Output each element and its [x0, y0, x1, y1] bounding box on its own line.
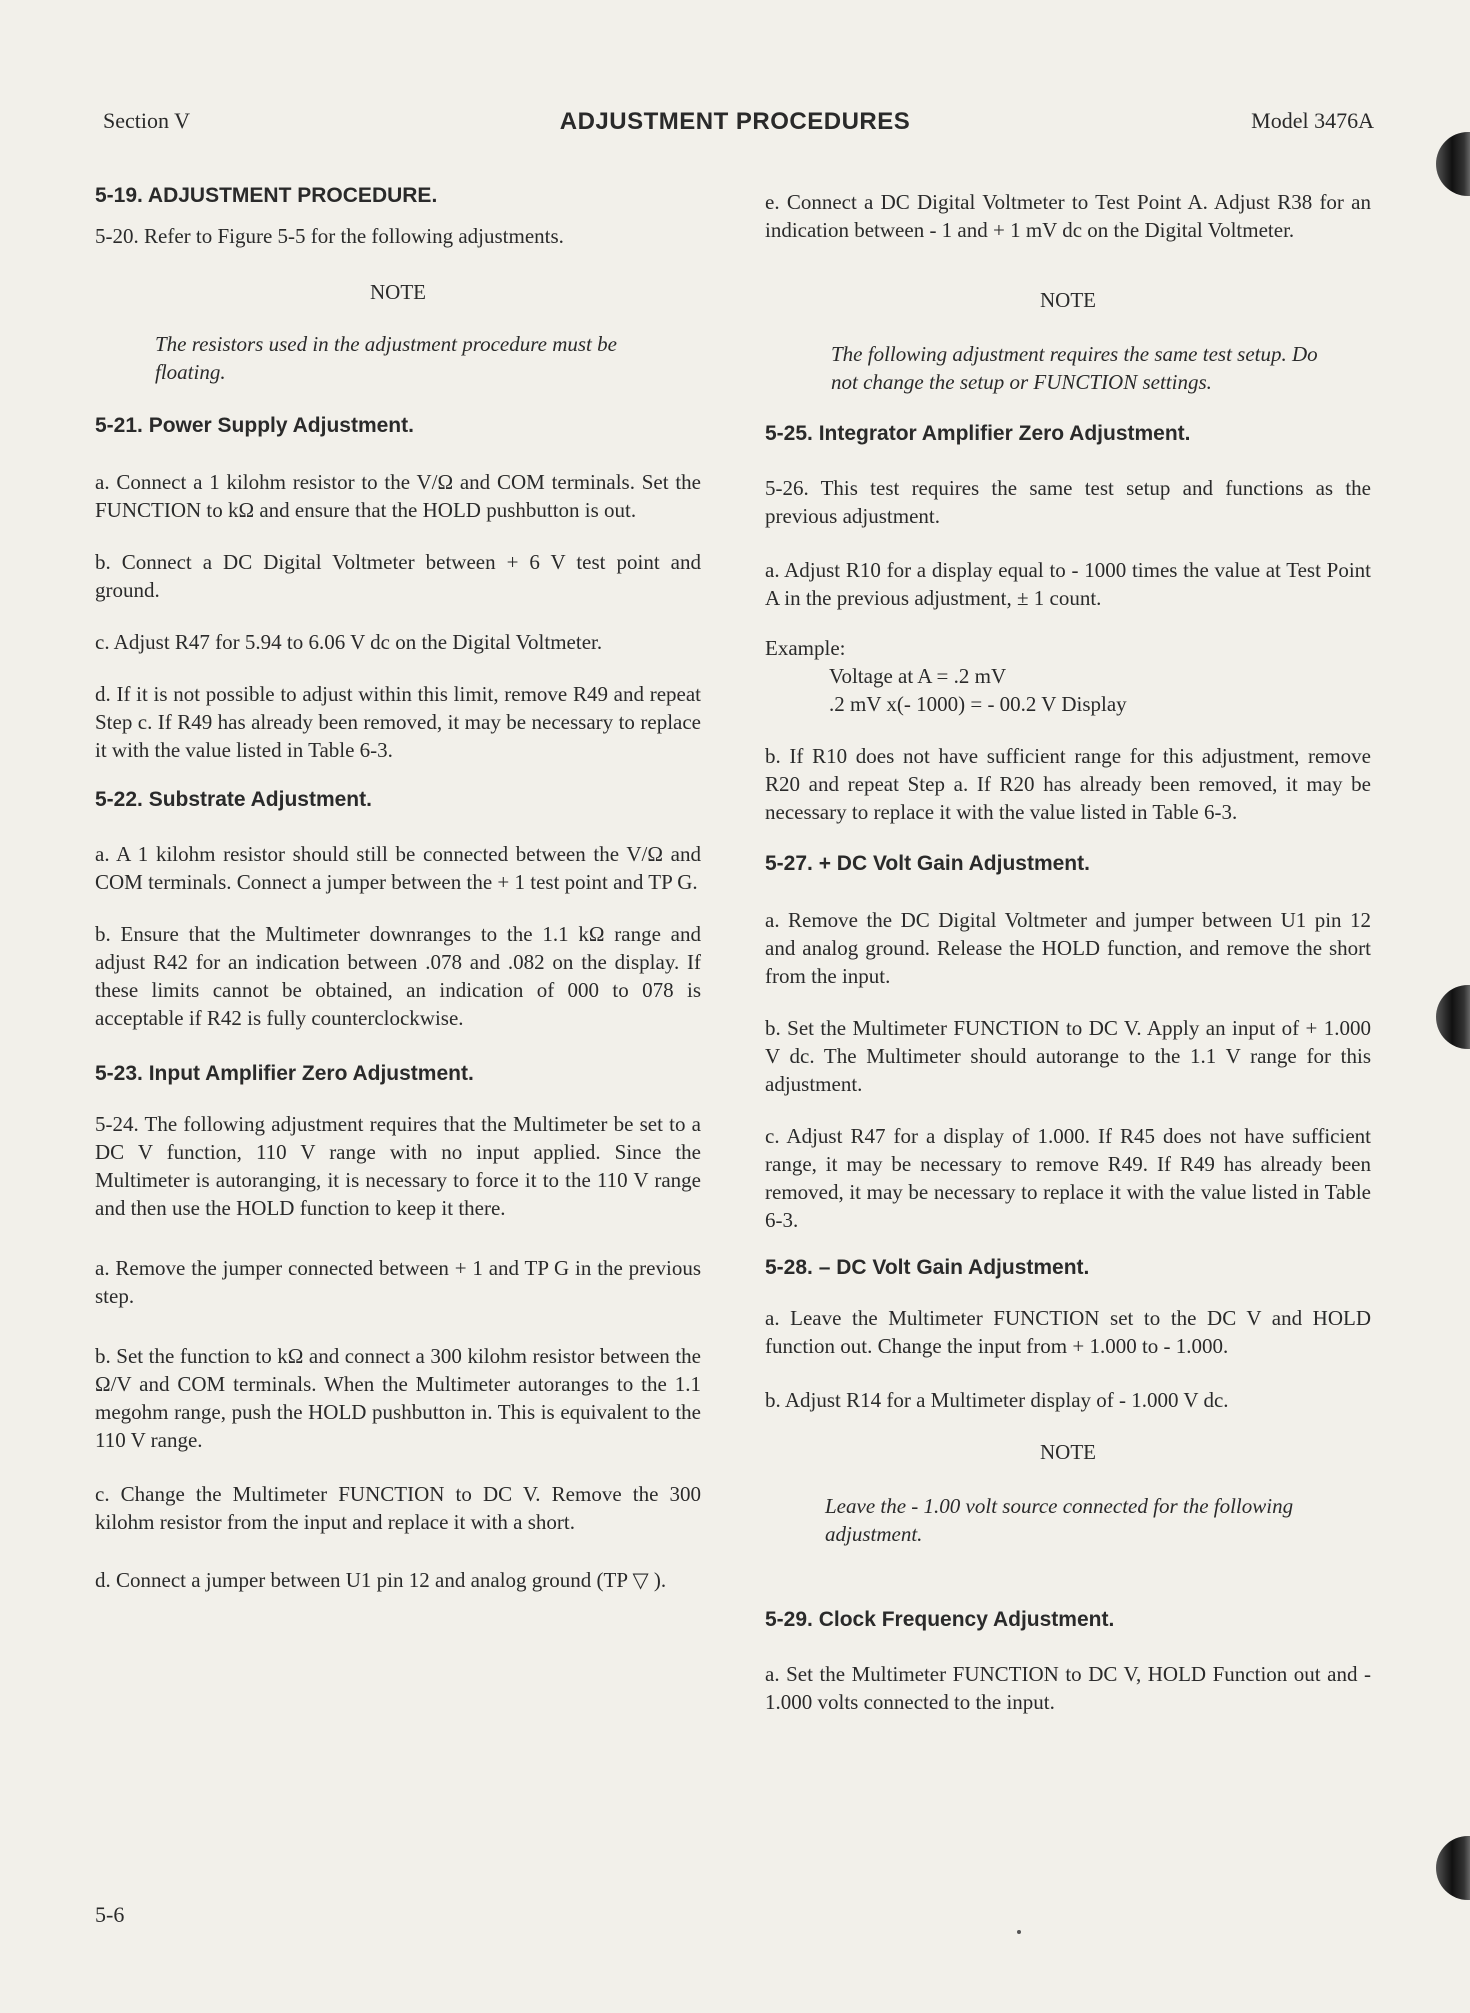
- note-title: NOTE: [370, 280, 426, 304]
- para-5-24e: e. Connect a DC Digital Voltmeter to Test Point A. Adjust R38 for an indication between - 1 and + 1 mV dc on the Digital Voltmeter.: [765, 190, 1371, 242]
- note-body: The following adjustment requires the same test setup. Do not change the setup or FUNCTION settings.: [831, 342, 1318, 394]
- para-5-20: 5-20. Refer to Figure 5-5 for the following adjustments.: [95, 224, 564, 248]
- para-5-26b: b. If R10 does not have sufficient range for this adjustment, remove R20 and repeat Step a. If R20 has already been removed, it may be necessary to replace it with the value listed in Table 6-3.: [765, 744, 1371, 824]
- para-5-28a: a. Leave the Multimeter FUNCTION set to the DC V and HOLD function out. Change the input from + 1.000 to - 1.000.: [765, 1306, 1371, 1358]
- heading-5-22: 5-22. Substrate Adjustment.: [95, 788, 372, 811]
- para-5-21a: a. Connect a 1 kilohm resistor to the V/Ω and COM terminals. Set the FUNCTION to kΩ and ensure that the HOLD pushbutton is out.: [95, 470, 701, 522]
- note-title: NOTE: [1040, 1440, 1096, 1464]
- binder-hole: [1436, 132, 1470, 196]
- left-column: [95, 182, 701, 1594]
- heading-5-25: 5-25. Integrator Amplifier Zero Adjustment.: [765, 422, 1191, 445]
- model-label: Model 3476A: [1251, 108, 1374, 133]
- para-5-26: 5-26. This test requires the same test setup and functions as the previous adjustment.: [765, 476, 1371, 528]
- right-column: [765, 182, 1371, 1716]
- para-5-24c: c. Change the Multimeter FUNCTION to DC V. Remove the 300 kilohm resistor from the input and replace it with a short.: [95, 1482, 701, 1534]
- para-5-28b: b. Adjust R14 for a Multimeter display of - 1.000 V dc.: [765, 1388, 1229, 1412]
- page-number: 5-6: [95, 1902, 125, 1927]
- example-line: .2 mV x(- 1000) = - 00.2 V Display: [829, 692, 1127, 716]
- example-label: Example:: [765, 636, 846, 660]
- speck: [1017, 1930, 1021, 1934]
- heading-5-28: 5-28. – DC Volt Gain Adjustment.: [765, 1256, 1090, 1279]
- heading-5-29: 5-29. Clock Frequency Adjustment.: [765, 1608, 1115, 1631]
- heading-5-21: 5-21. Power Supply Adjustment.: [95, 414, 414, 437]
- note-body: Leave the - 1.00 volt source connected for the following adjustment.: [825, 1494, 1294, 1546]
- page-title: ADJUSTMENT PROCEDURES: [559, 108, 911, 135]
- para-5-21d: d. If it is not possible to adjust within this limit, remove R49 and repeat Step c. If R49 has already been removed, it may be necessary to replace it with the value listed in Table 6-3.: [95, 682, 701, 762]
- section-label: Section V: [103, 108, 190, 133]
- binder-hole: [1436, 985, 1470, 1049]
- para-5-21c: c. Adjust R47 for 5.94 to 6.06 V dc on the Digital Voltmeter.: [95, 630, 603, 654]
- example-line: Voltage at A = .2 mV: [829, 664, 1007, 688]
- para-5-24b: b. Set the function to kΩ and connect a 300 kilohm resistor between the Ω/V and COM terminals. When the Multimeter autoranges to the 1.1 megohm range, push the HOLD pushbutton in. This is equivalent to the 110 V range.: [95, 1344, 701, 1452]
- para-5-21b: b. Connect a DC Digital Voltmeter between + 6 V test point and ground.: [95, 550, 701, 602]
- para-5-27b: b. Set the Multimeter FUNCTION to DC V. Apply an input of + 1.000 V dc. The Multimeter should autorange to the 1.1 V range for this adjustment.: [765, 1016, 1371, 1096]
- para-5-22a: a. A 1 kilohm resistor should still be connected between the V/Ω and COM terminals. Connect a jumper between the + 1 test point and TP G.: [95, 842, 701, 894]
- heading-5-23: 5-23. Input Amplifier Zero Adjustment.: [95, 1062, 474, 1085]
- note-body: The resistors used in the adjustment procedure must be floating.: [155, 332, 617, 384]
- note-title: NOTE: [1040, 288, 1096, 312]
- heading-5-27: 5-27. + DC Volt Gain Adjustment.: [765, 852, 1090, 875]
- para-5-24d: d. Connect a jumper between U1 pin 12 and analog ground (TP ▽ ).: [95, 1568, 667, 1592]
- para-5-26a: a. Adjust R10 for a display equal to - 1000 times the value at Test Point A in the previous adjustment, ± 1 count.: [765, 558, 1371, 610]
- para-5-29a: a. Set the Multimeter FUNCTION to DC V, HOLD Function out and - 1.000 volts connected to the input.: [765, 1662, 1371, 1714]
- para-5-24a: a. Remove the jumper connected between + 1 and TP G in the previous step.: [95, 1256, 701, 1308]
- para-5-22b: b. Ensure that the Multimeter downranges to the 1.1 kΩ range and adjust R42 for an indication between .078 and .082 on the display. If these limits cannot be obtained, an indication of 000 to 078 is acceptable if R42 is fully counterclockwise.: [95, 922, 701, 1030]
- binder-hole: [1436, 1836, 1470, 1900]
- para-5-27c: c. Adjust R47 for a display of 1.000. If R45 does not have sufficient range, it may be necessary to remove R49. If R49 has already been removed, it may be necessary to replace it with the value listed in Table 6-3.: [765, 1124, 1371, 1232]
- para-5-27a: a. Remove the DC Digital Voltmeter and jumper between U1 pin 12 and analog ground. Release the HOLD function, and remove the short from the input.: [765, 908, 1371, 988]
- para-5-24: 5-24. The following adjustment requires that the Multimeter be set to a DC V function, 110 V range with no input applied. Since the Multimeter is autoranging, it is necessary to force it to the 110 V range and then use the HOLD function to keep it there.: [95, 1112, 701, 1220]
- heading-5-19: 5-19. ADJUSTMENT PROCEDURE.: [95, 184, 438, 207]
